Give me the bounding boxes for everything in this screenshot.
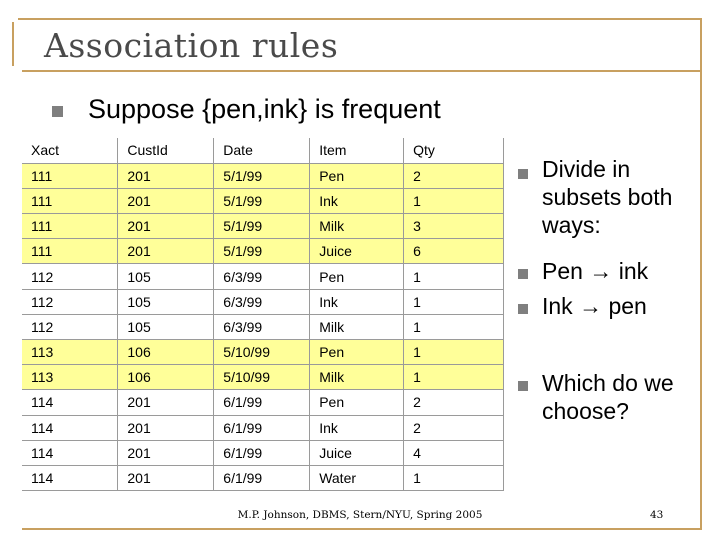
table-row	[22, 214, 504, 239]
table-cell: 4	[404, 440, 504, 465]
table-header-row	[22, 138, 504, 163]
slide-footer: M.P. Johnson, DBMS, Stern/NYU, Spring 2005	[237, 509, 483, 521]
table-cell: 1	[404, 314, 504, 339]
table-cell: 106	[118, 365, 214, 390]
table-cell: 114	[22, 415, 118, 440]
table-cell: 105	[118, 289, 214, 314]
table-cell: Pen	[310, 340, 404, 365]
table-cell: 5/1/99	[214, 214, 310, 239]
table-cell: 114	[22, 465, 118, 490]
bullet-square-icon	[52, 106, 63, 117]
table-cell: 6	[404, 239, 504, 264]
table-cell: 5/10/99	[214, 340, 310, 365]
table-row	[22, 239, 504, 264]
table-cell: 201	[118, 239, 214, 264]
table-cell: 105	[118, 314, 214, 339]
table-cell: 201	[118, 188, 214, 213]
table-cell: Juice	[310, 440, 404, 465]
table-cell: 6/1/99	[214, 440, 310, 465]
table-cell: 113	[22, 340, 118, 365]
table-cell: 1	[404, 340, 504, 365]
title-underline	[22, 70, 702, 72]
title-left-rule	[12, 22, 14, 66]
table-cell: 5/1/99	[214, 239, 310, 264]
page-number: 43	[650, 509, 664, 521]
table-cell: 5/10/99	[214, 365, 310, 390]
table-cell: 2	[404, 163, 504, 188]
bullet-square-icon	[518, 269, 528, 279]
table-cell: 106	[118, 340, 214, 365]
bullet-text: Pen → ink	[542, 258, 649, 284]
transactions-table	[22, 138, 504, 491]
table-cell: 3	[404, 214, 504, 239]
table-cell: 201	[118, 440, 214, 465]
table-cell: Pen	[310, 163, 404, 188]
table-row	[22, 340, 504, 365]
column-header: Item	[310, 138, 404, 163]
table-row	[22, 365, 504, 390]
table-cell: 111	[22, 239, 118, 264]
table-cell: 6/1/99	[214, 465, 310, 490]
bullet-text: Which do we choose?	[542, 370, 674, 424]
slide-subtitle: Suppose {pen,ink} is frequent	[88, 94, 441, 124]
table-cell: 112	[22, 289, 118, 314]
table-cell: 1	[404, 365, 504, 390]
table-cell: 112	[22, 264, 118, 289]
table-cell: Pen	[310, 390, 404, 415]
table-row	[22, 465, 504, 490]
table-cell: 1	[404, 264, 504, 289]
table-cell: 6/3/99	[214, 314, 310, 339]
column-header: Date	[214, 138, 310, 163]
table-cell: 201	[118, 163, 214, 188]
slide-title: Association rules	[44, 26, 339, 65]
table-cell: 112	[22, 314, 118, 339]
table-cell: 5/1/99	[214, 188, 310, 213]
table-cell: 6/1/99	[214, 390, 310, 415]
table-cell: Water	[310, 465, 404, 490]
table-cell: 5/1/99	[214, 163, 310, 188]
bullet-square-icon	[518, 381, 528, 391]
table-cell: 111	[22, 214, 118, 239]
table-cell: Ink	[310, 415, 404, 440]
column-header: Xact	[22, 138, 118, 163]
table-cell: 6/3/99	[214, 289, 310, 314]
table-cell: 2	[404, 415, 504, 440]
table-cell: 113	[22, 365, 118, 390]
table-row	[22, 440, 504, 465]
table-row	[22, 415, 504, 440]
table-row	[22, 188, 504, 213]
table-cell: 111	[22, 163, 118, 188]
table-cell: 111	[22, 188, 118, 213]
bullet-square-icon	[518, 169, 528, 179]
table-cell: 201	[118, 214, 214, 239]
table-cell: 114	[22, 390, 118, 415]
table-cell: 201	[118, 390, 214, 415]
table-row	[22, 289, 504, 314]
table-cell: 201	[118, 415, 214, 440]
table-cell: 1	[404, 289, 504, 314]
top-rule	[18, 18, 702, 20]
table-cell: Milk	[310, 214, 404, 239]
table-cell: Pen	[310, 264, 404, 289]
bullet-square-icon	[518, 304, 528, 314]
table-cell: 114	[22, 440, 118, 465]
table-cell: Juice	[310, 239, 404, 264]
column-header: Qty	[404, 138, 504, 163]
table-row	[22, 163, 504, 188]
column-header: CustId	[118, 138, 214, 163]
table-row	[22, 264, 504, 289]
table-cell: 201	[118, 465, 214, 490]
table-cell: Ink	[310, 188, 404, 213]
table-cell: 1	[404, 188, 504, 213]
bullet-text: Divide in subsets both ways:	[542, 156, 673, 238]
table-cell: 6/3/99	[214, 264, 310, 289]
table-cell: Ink	[310, 289, 404, 314]
bottom-rule	[22, 528, 702, 530]
table-cell: 6/1/99	[214, 415, 310, 440]
table-cell: 105	[118, 264, 214, 289]
table-cell: Milk	[310, 365, 404, 390]
bullet-text: Ink → pen	[542, 293, 647, 319]
table-row	[22, 314, 504, 339]
table-cell: Milk	[310, 314, 404, 339]
table-row	[22, 390, 504, 415]
table-cell: 2	[404, 390, 504, 415]
table-cell: 1	[404, 465, 504, 490]
